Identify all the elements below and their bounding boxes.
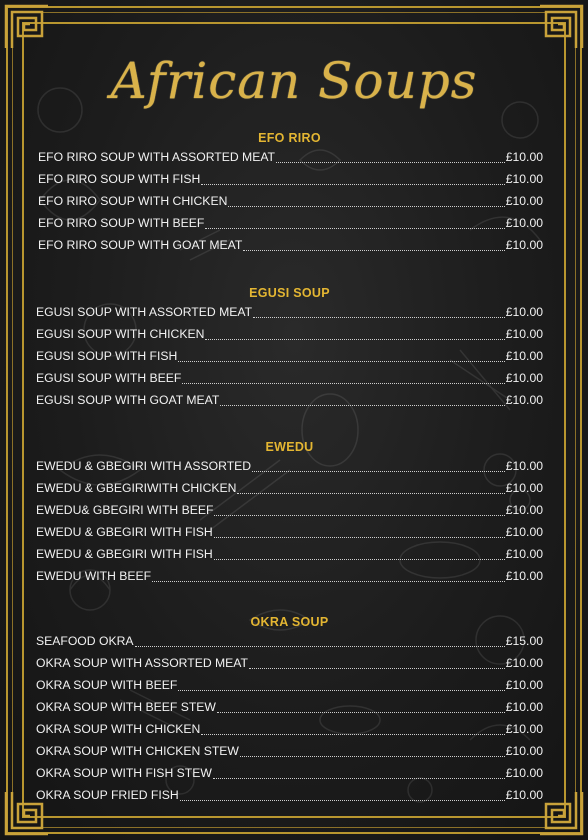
dot-leader: [180, 786, 505, 801]
menu-item: [36, 323, 543, 345]
item-price: £10.00: [505, 459, 543, 473]
section-title: EFO RIRO: [258, 131, 321, 145]
greek-key-corner-icon: [538, 4, 584, 50]
menu-item: [36, 499, 543, 521]
greek-key-corner-icon: [4, 4, 50, 50]
menu-item: [36, 543, 543, 565]
menu-item: [36, 630, 543, 652]
menu-item: [36, 190, 543, 212]
section-title: EWEDU: [265, 440, 314, 454]
dot-leader: [135, 632, 505, 647]
menu-item: [36, 762, 543, 784]
dot-leader: [178, 676, 504, 691]
item-name: EFO RIRO SOUP WITH FISH: [38, 172, 201, 186]
item-price: £10.00: [505, 481, 543, 495]
section-efo-riro: [36, 130, 543, 256]
item-price: £10.00: [505, 678, 543, 692]
dot-leader: [214, 545, 505, 560]
dot-leader: [201, 170, 504, 185]
menu-item: [36, 234, 543, 256]
greek-key-corner-icon: [538, 790, 584, 836]
dot-leader: [276, 148, 505, 163]
dot-leader: [228, 192, 504, 207]
dot-leader: [252, 457, 505, 472]
dot-leader: [253, 303, 505, 318]
item-price: £10.00: [505, 700, 543, 714]
menu-item: [36, 301, 543, 323]
menu-title: African Soups: [110, 52, 478, 110]
section-okra-soup: [36, 614, 543, 806]
item-name: OKRA SOUP WITH ASSORTED MEAT: [36, 656, 248, 670]
item-name: EWEDU WITH BEEF: [36, 569, 152, 583]
menu-item: [36, 718, 543, 740]
menu-item: [36, 168, 543, 190]
item-price: £10.00: [505, 305, 543, 319]
dot-leader: [213, 764, 505, 779]
item-price: £10.00: [505, 547, 543, 561]
item-price: £10.00: [505, 238, 543, 252]
section-egusi-soup: [36, 285, 543, 411]
item-price: £10.00: [505, 371, 543, 385]
item-name: EFO RIRO SOUP WITH ASSORTED MEAT: [38, 150, 276, 164]
menu-item: [36, 696, 543, 718]
dot-leader: [214, 523, 505, 538]
section-title: EGUSI SOUP: [249, 286, 330, 300]
dot-leader: [201, 720, 504, 735]
item-name: OKRA SOUP WITH BEEF: [36, 678, 178, 692]
menu-item: [36, 674, 543, 696]
item-price: £10.00: [505, 150, 543, 164]
item-price: £10.00: [505, 172, 543, 186]
item-price: £10.00: [505, 766, 543, 780]
dot-leader: [249, 654, 505, 669]
dot-leader: [217, 698, 505, 713]
menu-item: [36, 367, 543, 389]
dot-leader: [237, 479, 504, 494]
item-name: OKRA SOUP WITH CHICKEN STEW: [36, 744, 239, 758]
item-name: EGUSI SOUP WITH CHICKEN: [36, 327, 205, 341]
item-name: EGUSI SOUP WITH ASSORTED MEAT: [36, 305, 253, 319]
item-name: OKRA SOUP WITH FISH STEW: [36, 766, 212, 780]
item-name: EWEDU & GBEGIRI WITH FISH: [36, 547, 213, 561]
menu-item: [36, 652, 543, 674]
dot-leader: [243, 236, 504, 251]
item-price: £15.00: [505, 634, 543, 648]
menu-item: [36, 455, 543, 477]
menu-item: [36, 212, 543, 234]
item-name: EFO RIRO SOUP WITH BEEF: [38, 216, 205, 230]
menu-item: [36, 345, 543, 367]
menu-item: [36, 521, 543, 543]
item-name: OKRA SOUP WITH BEEF STEW: [36, 700, 216, 714]
dot-leader: [178, 347, 504, 362]
item-name: EWEDU & GBEGIRI WITH FISH: [36, 525, 213, 539]
menu-item: [36, 477, 543, 499]
menu-item: [36, 565, 543, 587]
item-price: £10.00: [505, 194, 543, 208]
item-price: £10.00: [505, 393, 543, 407]
item-name: EGUSI SOUP WITH BEEF: [36, 371, 182, 385]
menu-item: [36, 784, 543, 806]
item-price: £10.00: [505, 569, 543, 583]
section-ewedu: [36, 439, 543, 587]
dot-leader: [220, 391, 504, 406]
item-price: £10.00: [505, 744, 543, 758]
item-price: £10.00: [505, 503, 543, 517]
item-name: EWEDU & GBEGIRIWITH CHICKEN: [36, 481, 237, 495]
item-price: £10.00: [505, 327, 543, 341]
item-name: EGUSI SOUP WITH FISH: [36, 349, 178, 363]
dot-leader: [205, 214, 504, 229]
item-name: EFO RIRO SOUP WITH CHICKEN: [38, 194, 228, 208]
section-title: OKRA SOUP: [250, 615, 329, 629]
item-price: £10.00: [505, 525, 543, 539]
dot-leader: [240, 742, 505, 757]
item-price: £10.00: [505, 722, 543, 736]
item-price: £10.00: [505, 788, 543, 802]
item-name: EWEDU& GBEGIRI WITH BEEF: [36, 503, 214, 517]
menu-item: [36, 740, 543, 762]
dot-leader: [205, 325, 504, 340]
dot-leader: [182, 369, 504, 384]
item-price: £10.00: [505, 656, 543, 670]
menu-item: [36, 146, 543, 168]
item-name: SEAFOOD OKRA: [36, 634, 134, 648]
item-name: EFO RIRO SOUP WITH GOAT MEAT: [38, 238, 243, 252]
dot-leader: [152, 567, 505, 582]
item-price: £10.00: [505, 216, 543, 230]
dot-leader: [214, 501, 504, 516]
menu-item: [36, 389, 543, 411]
item-name: EWEDU & GBEGIRI WITH ASSORTED: [36, 459, 252, 473]
item-name: OKRA SOUP FRIED FISH: [36, 788, 179, 802]
item-name: OKRA SOUP WITH CHICKEN: [36, 722, 201, 736]
item-price: £10.00: [505, 349, 543, 363]
item-name: EGUSI SOUP WITH GOAT MEAT: [36, 393, 220, 407]
